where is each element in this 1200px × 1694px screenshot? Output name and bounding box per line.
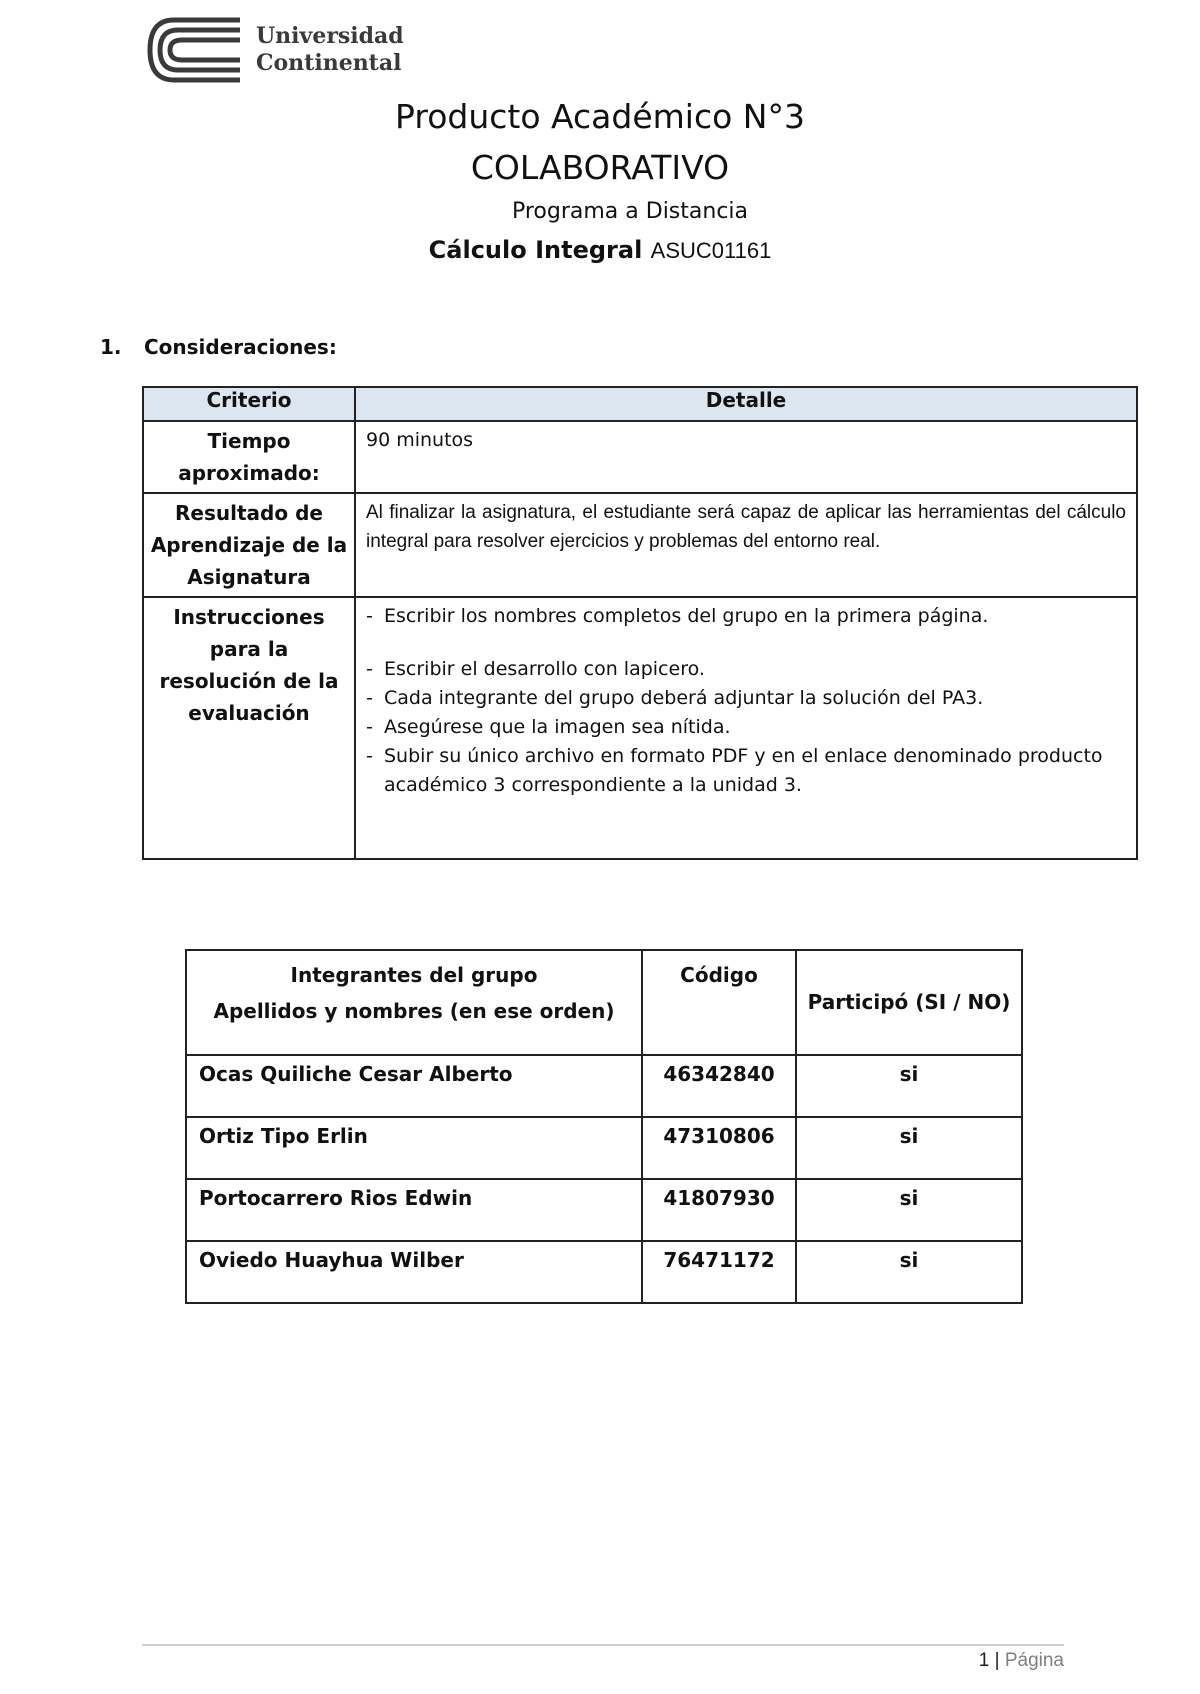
member-participation: si bbox=[796, 1055, 1022, 1117]
table-row bbox=[186, 1055, 1022, 1117]
section-heading bbox=[100, 335, 337, 359]
section-title: Consideraciones: bbox=[144, 335, 337, 359]
list-item: - Asegúrese que la imagen sea nítida. bbox=[366, 713, 1126, 742]
member-code: 76471172 bbox=[642, 1241, 796, 1303]
logo-text-line2: Continental bbox=[256, 50, 402, 76]
member-name: Ocas Quiliche Cesar Alberto bbox=[186, 1055, 642, 1117]
criterion-cell: Resultado de Aprendizaje de la Asignatura bbox=[143, 493, 355, 597]
members-header-code: Código bbox=[642, 950, 796, 1055]
footer-divider bbox=[142, 1644, 1064, 1646]
list-item: - Cada integrante del grupo deberá adjuntar la solución del PA3. bbox=[366, 684, 1126, 713]
member-name: Portocarrero Rios Edwin bbox=[186, 1179, 642, 1241]
criterion-cell: Tiempo aproximado: bbox=[143, 421, 355, 493]
title-line1: Producto Académico N°3 bbox=[395, 97, 805, 136]
title-line3: Programa a Distancia bbox=[511, 199, 749, 224]
page-footer bbox=[979, 1650, 1064, 1672]
criteria-table bbox=[142, 386, 1138, 860]
table-row bbox=[143, 597, 1137, 859]
member-participation: si bbox=[796, 1117, 1022, 1179]
member-participation: si bbox=[796, 1179, 1022, 1241]
criteria-header-row bbox=[143, 387, 1137, 421]
list-item: - Escribir los nombres completos del grupo en la primera página. bbox=[366, 602, 1126, 631]
detail-cell: 90 minutos bbox=[355, 421, 1137, 493]
members-table bbox=[185, 949, 1023, 1304]
course-name: Cálculo Integral bbox=[428, 236, 643, 264]
criterion-cell: Instrucciones para la resolución de la evaluación bbox=[143, 597, 355, 859]
detail-cell: Al finalizar la asignatura, el estudiante será capaz de aplicar las herramientas del cálculo integral para resolver ejercicios y problemas del entorno real. bbox=[355, 493, 1137, 597]
table-row bbox=[186, 1117, 1022, 1179]
table-row bbox=[143, 493, 1137, 597]
course-title bbox=[0, 230, 1200, 271]
member-code: 41807930 bbox=[642, 1179, 796, 1241]
member-code: 47310806 bbox=[642, 1117, 796, 1179]
member-code: 46342840 bbox=[642, 1055, 796, 1117]
criteria-header-detail: Detalle bbox=[355, 387, 1137, 421]
member-name: Ortiz Tipo Erlin bbox=[186, 1117, 642, 1179]
page-label: Página bbox=[1004, 1650, 1064, 1671]
instructions-list bbox=[366, 602, 1126, 800]
detail-cell bbox=[355, 597, 1137, 859]
section-number: 1. bbox=[100, 335, 122, 359]
logo-text bbox=[256, 23, 404, 77]
course-code: ASUC01161 bbox=[650, 238, 772, 263]
table-row bbox=[186, 1179, 1022, 1241]
document-title bbox=[0, 92, 1200, 271]
footer-separator: | bbox=[994, 1650, 1005, 1671]
members-header-name bbox=[186, 950, 642, 1055]
members-header-participation: Participó (SI / NO) bbox=[796, 950, 1022, 1055]
members-header-name-line2: Apellidos y nombres (en ese orden) bbox=[213, 999, 615, 1023]
university-logo bbox=[146, 16, 404, 84]
member-participation: si bbox=[796, 1241, 1022, 1303]
page-number: 1 bbox=[978, 1650, 990, 1671]
criteria-header-criterion: Criterio bbox=[143, 387, 355, 421]
members-header-row bbox=[186, 950, 1022, 1055]
list-item: - Escribir el desarrollo con lapicero. bbox=[366, 655, 1126, 684]
logo-text-line1: Universidad bbox=[256, 23, 404, 49]
table-row bbox=[186, 1241, 1022, 1303]
list-item: - Subir su único archivo en formato PDF y en el enlace denominado producto académico 3 correspondiente a la unidad 3. bbox=[366, 742, 1126, 800]
table-row bbox=[143, 421, 1137, 493]
member-name: Oviedo Huayhua Wilber bbox=[186, 1241, 642, 1303]
members-header-name-line1: Integrantes del grupo bbox=[290, 963, 538, 987]
title-line2: COLABORATIVO bbox=[470, 148, 730, 187]
university-logo-icon bbox=[146, 16, 242, 84]
